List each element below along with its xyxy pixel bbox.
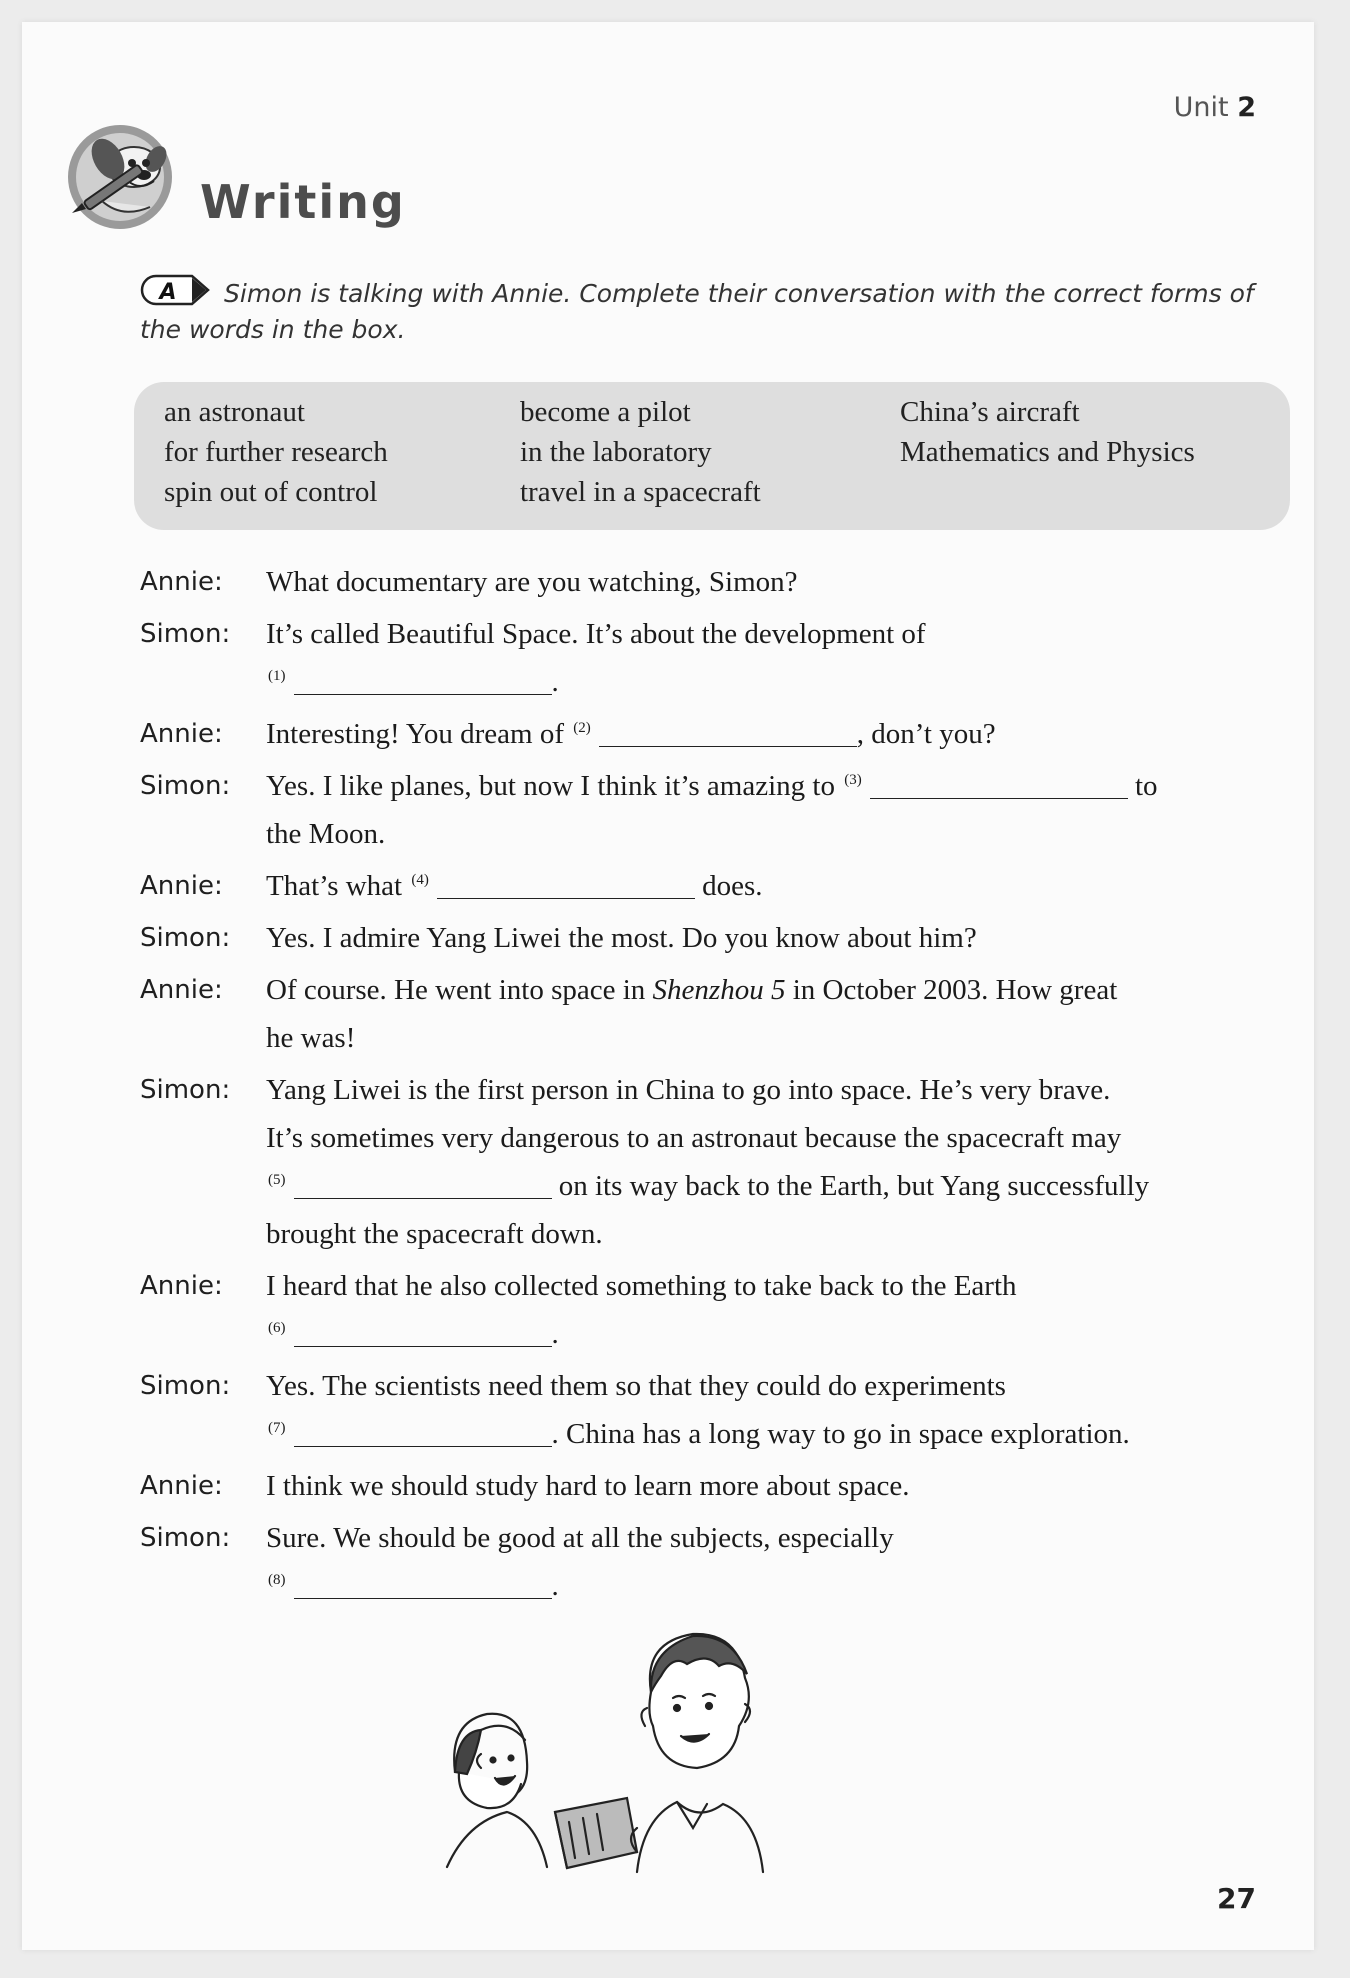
speaker-name: Annie:	[140, 871, 223, 901]
word-box	[134, 382, 1290, 530]
dialogue-line: Yes. I admire Yang Liwei the most. Do you know about him?	[266, 922, 977, 954]
blank-number: (3)	[844, 772, 862, 789]
dialogue-turn: Simon: Yes. I like planes, but now I think it’s amazing to $^{(3)}$ to the Moon.	[140, 762, 1310, 858]
dialogue-line: It’s called Beautiful Space. It’s about the development of	[266, 618, 926, 650]
speaker-name: Simon:	[140, 1075, 231, 1105]
dialogue-turn	[140, 914, 1310, 962]
unit-number: 2	[1237, 92, 1256, 123]
section-title: Writing	[200, 175, 406, 229]
answer-blank-5[interactable]	[294, 1168, 552, 1199]
page-number: 27	[1217, 1882, 1256, 1915]
dialogue-turn: Annie: That’s what $^{(4)}$ does.	[140, 862, 1310, 910]
speaker-name: Annie:	[140, 1271, 223, 1301]
blank-number: (8)	[268, 1572, 286, 1589]
word-item: become a pilot	[520, 396, 691, 428]
dog-writing-mascot-icon	[62, 117, 186, 235]
answer-blank-6[interactable]	[294, 1316, 552, 1347]
dialogue-line: I think we should study hard to learn more about space.	[266, 1470, 910, 1502]
dialogue-turn: Simon: It’s called Beautiful Space. It’s about the development of $^{(1)}$ .	[140, 610, 1310, 706]
blank-number: (6)	[268, 1320, 286, 1337]
answer-blank-4[interactable]	[437, 868, 695, 899]
speaker-name: Annie:	[140, 567, 223, 597]
blank-number: (4)	[411, 872, 429, 889]
exercise-badge-icon	[140, 274, 212, 306]
dialogue-turn: Simon: Yes. The scientists need them so that they could do experiments $^{(7)}$ . China has a long way to go in space exploration.	[140, 1362, 1310, 1458]
speaker-name: Annie:	[140, 719, 223, 749]
answer-blank-3[interactable]	[870, 768, 1128, 799]
unit-label: Unit 2	[1173, 92, 1256, 123]
speaker-name: Annie:	[140, 975, 223, 1005]
svg-text:A: A	[159, 280, 177, 305]
dialogue-turn: Annie: I heard that he also collected something to take back to the Earth $^{(6)}$ .	[140, 1262, 1310, 1358]
dialogue-turn: Annie: Of course. He went into space in Shenzhou 5 in October 2003. How great he was!	[140, 966, 1310, 1062]
answer-blank-2[interactable]	[599, 716, 857, 747]
exercise-instruction	[140, 274, 1290, 348]
dialogue-line: What documentary are you watching, Simon?	[266, 566, 798, 598]
dialogue-turn: Simon: Yang Liwei is the first person in China to go into space. He’s very brave. It’s sometimes very dangerous to an astronaut because the spacecraft may $^{(5)}$ on its way back to the Earth, but Yang successfully brought the spacecraft down.	[140, 1066, 1310, 1258]
dialogue-turn: Annie: Interesting! You dream of $^{(2)}$ , don’t you?	[140, 710, 1310, 758]
blank-number: (2)	[573, 720, 591, 737]
dialogue-line: I heard that he also collected something to take back to the Earth	[266, 1270, 1017, 1302]
speaker-name: Simon:	[140, 923, 231, 953]
word-item: Mathematics and Physics	[900, 436, 1195, 468]
dialogue	[140, 558, 1310, 1614]
speaker-name: Simon:	[140, 1371, 231, 1401]
dialogue-line: Sure. We should be good at all the subjects, especially	[266, 1522, 894, 1554]
speaker-name: Simon:	[140, 619, 231, 649]
word-item: in the laboratory	[520, 436, 712, 468]
word-box-column-3	[900, 392, 1195, 472]
word-item: travel in a spacecraft	[520, 476, 761, 508]
speaker-name: Simon:	[140, 771, 231, 801]
dialogue-turn	[140, 558, 1310, 606]
answer-blank-8[interactable]	[294, 1568, 552, 1599]
word-item: an astronaut	[164, 396, 305, 428]
word-item: China’s aircraft	[900, 396, 1080, 428]
instruction-text: Simon is talking with Annie. Complete their conversation with the correct forms of the words in the box.	[140, 279, 1254, 344]
spacecraft-name: Shenzhou 5	[652, 974, 786, 1006]
blank-number: (1)	[268, 668, 286, 685]
speaker-name: Simon:	[140, 1523, 231, 1553]
word-box-column-1	[164, 392, 388, 512]
word-box-column-2	[520, 392, 761, 512]
word-item: spin out of control	[164, 476, 378, 508]
word-item: for further research	[164, 436, 388, 468]
blank-number: (7)	[268, 1420, 286, 1437]
dialogue-turn	[140, 1462, 1310, 1510]
speaker-name: Annie:	[140, 1471, 223, 1501]
workbook-page	[22, 22, 1314, 1950]
answer-blank-7[interactable]	[294, 1416, 552, 1447]
blank-number: (5)	[268, 1172, 286, 1189]
dialogue-turn: Simon: Sure. We should be good at all the subjects, especially $^{(8)}$ .	[140, 1514, 1310, 1610]
answer-blank-1[interactable]	[294, 664, 552, 695]
annie-and-simon-illustration	[437, 1622, 857, 1882]
